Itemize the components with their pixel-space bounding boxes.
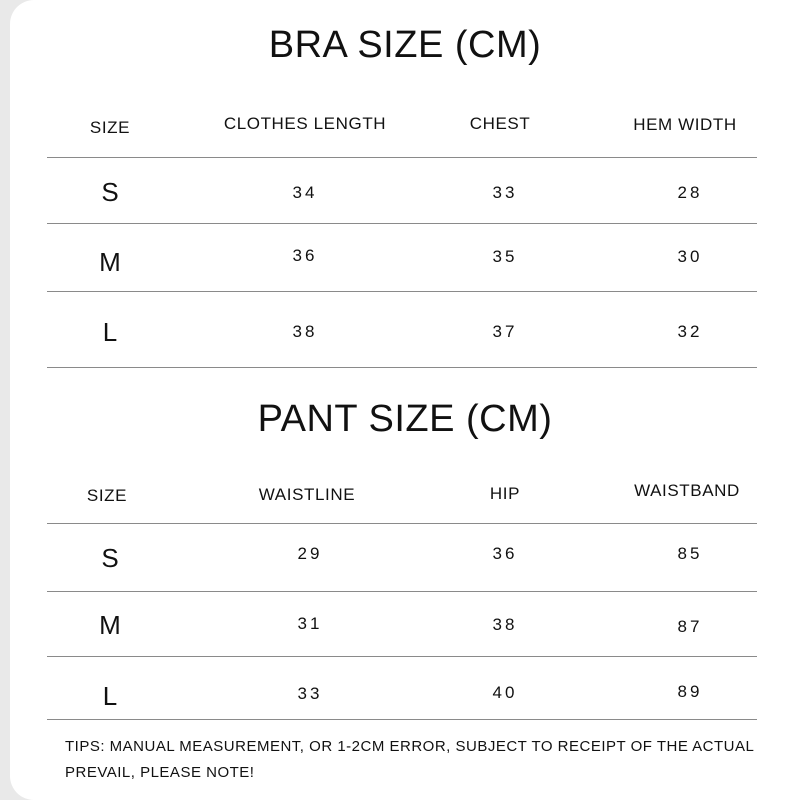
pant-header-hip: HIP — [489, 484, 521, 503]
row-divider — [47, 656, 757, 657]
row-divider — [47, 223, 757, 224]
pant-size-title: PANT SIZE (CM) — [257, 398, 553, 440]
bra-header-hem-width: HEM WIDTH — [633, 115, 737, 134]
pant-header-size: SIZE — [86, 486, 128, 505]
pant-size-l: L — [102, 681, 118, 711]
size-chart-card — [10, 0, 800, 800]
pant-table-bottom-rule — [47, 719, 757, 720]
bra-size-title: BRA SIZE (CM) — [268, 24, 542, 66]
pant-header-waistband: WAISTBAND — [634, 481, 740, 500]
bra-size-l: L — [102, 317, 118, 347]
pant-size-m: M — [99, 610, 121, 640]
pant-m-waistband: 87 — [677, 617, 703, 636]
bra-s-hem-width: 28 — [677, 183, 703, 202]
row-divider — [47, 291, 757, 292]
bra-l-hem-width: 32 — [677, 322, 703, 341]
bra-size-s: S — [101, 177, 119, 207]
bra-header-chest: CHEST — [469, 114, 531, 133]
bra-m-clothes-length: 36 — [292, 246, 318, 265]
bra-table-bottom-rule — [47, 367, 757, 368]
bra-l-chest: 37 — [492, 322, 518, 341]
bra-m-hem-width: 30 — [677, 247, 703, 266]
bra-l-clothes-length: 38 — [292, 322, 318, 341]
pant-m-hip: 38 — [492, 615, 518, 634]
bra-header-size: SIZE — [89, 118, 131, 137]
pant-s-hip: 36 — [492, 544, 518, 563]
bra-size-m: M — [99, 247, 121, 277]
pant-l-waistline: 33 — [297, 684, 323, 703]
bra-s-chest: 33 — [492, 183, 518, 202]
row-divider — [47, 591, 757, 592]
pant-size-s: S — [101, 543, 119, 573]
bra-header-divider — [47, 157, 757, 158]
pant-s-waistline: 29 — [297, 544, 323, 563]
measurement-tips: TIPS: MANUAL MEASUREMENT, OR 1-2CM ERROR, SUBJECT TO RECEIPT OF THE ACTUAL PREVAIL, PLEASE NOTE! — [65, 738, 754, 781]
bra-s-clothes-length: 34 — [292, 183, 318, 202]
pant-l-hip: 40 — [492, 683, 518, 702]
bra-m-chest: 35 — [492, 247, 518, 266]
pant-s-waistband: 85 — [677, 544, 703, 563]
pant-header-divider — [47, 523, 757, 524]
pant-m-waistline: 31 — [297, 614, 323, 633]
pant-header-waistline: WAISTLINE — [258, 485, 356, 504]
pant-l-waistband: 89 — [677, 682, 703, 701]
bra-header-clothes-length: CLOTHES LENGTH — [223, 114, 387, 133]
